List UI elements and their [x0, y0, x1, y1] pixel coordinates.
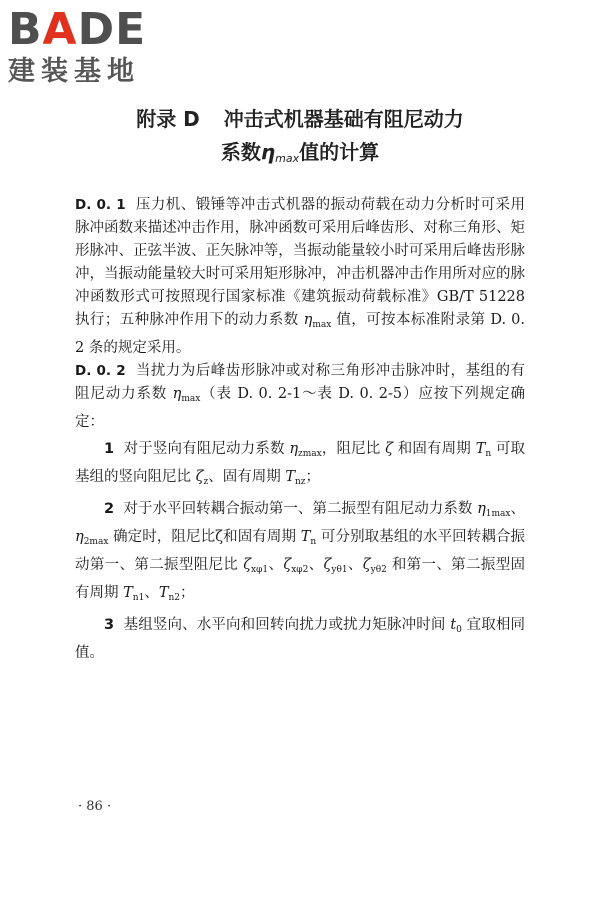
- logo-subtitle: 建装基地: [8, 56, 140, 87]
- separator: 、: [347, 557, 363, 573]
- zeta-symbol: ζ: [385, 441, 394, 457]
- title-text-b: 值的计算: [299, 140, 380, 164]
- eta-symbol: η: [477, 501, 486, 517]
- clause-d01-number: D. 0. 1: [75, 197, 126, 213]
- item-number: 3: [104, 617, 115, 633]
- separator: 、: [308, 557, 324, 573]
- zeta-subscript: xφ2: [291, 565, 309, 575]
- zeta-subscript: yθ2: [370, 565, 387, 575]
- item1-text-f: ；: [305, 469, 321, 485]
- item2-text-a: 对于水平回转耦合振动第一、第二振型有阻尼动力系数: [123, 501, 478, 517]
- eta-subscript: max: [181, 394, 201, 404]
- item-number: 1: [104, 441, 115, 457]
- logo-letter-b: B: [8, 4, 43, 55]
- item1-text-a: 对于竖向有阻尼动力系数: [123, 441, 290, 457]
- appendix-title-text: 冲击式机器基础有阻尼动力: [223, 107, 464, 131]
- period-subscript: n: [310, 537, 317, 547]
- eta-subscript: 1max: [485, 509, 511, 519]
- zeta-symbol: ζ: [195, 469, 204, 485]
- period-symbol: T: [475, 441, 486, 457]
- logo-wordmark: [8, 6, 178, 54]
- period-symbol: T: [158, 585, 169, 601]
- clause-d02-text-a: 当扰力为后峰齿形脉冲或对称三角形冲击脉冲时，基组的有阻尼动力系数: [75, 363, 526, 402]
- period-subscript: n1: [132, 593, 145, 603]
- period-symbol: T: [285, 469, 295, 485]
- appendix-title-line2: [0, 136, 600, 165]
- document-body: [75, 194, 525, 665]
- clause-d02-item-2: [75, 498, 525, 610]
- eta-subscript: 2max: [83, 537, 109, 547]
- eta-symbol: η: [75, 529, 84, 545]
- title-eta-subscript: max: [275, 152, 300, 165]
- separator: 、: [268, 557, 284, 573]
- eta-symbol: η: [303, 312, 313, 328]
- period-subscript: n2: [168, 593, 181, 603]
- zeta-subscript: xφ1: [251, 565, 269, 575]
- period-subscript: nz: [295, 477, 306, 487]
- clause-d01-text-b: 值，可按本标准附录第 D. 0. 2 条的规定采用。: [75, 312, 525, 356]
- eta-subscript: max: [312, 320, 332, 330]
- item1-text-c: 和固有周期: [393, 441, 476, 457]
- eta-subscript: zmax: [298, 449, 322, 459]
- item3-text-a: 基组竖向、水平向和回转向扰力或扰力矩脉冲时间: [123, 617, 451, 633]
- item2-text-b: 确定时，阻尼比ζ和固有周期: [108, 529, 301, 545]
- clause-d02-item-1: [75, 438, 525, 494]
- zeta-symbol: ζ: [362, 557, 371, 573]
- item-number: 2: [104, 501, 115, 517]
- item2-text-c: 可分别取基组的水平回转耦合振动第一、第二振型阻尼比: [75, 529, 526, 573]
- zeta-symbol: ζ: [243, 557, 252, 573]
- page-number: · 86 ·: [78, 799, 112, 814]
- logo-letter-a: A: [42, 4, 78, 55]
- separator: 、: [144, 585, 159, 601]
- period-symbol: T: [123, 585, 133, 601]
- item1-text-b: ，阻尼比: [321, 441, 386, 457]
- item2-text-d: 和第一、第二振型固有周期: [75, 557, 526, 601]
- time-subscript: 0: [456, 625, 462, 635]
- separator: 、: [510, 501, 526, 517]
- appendix-label: 附录 D: [136, 107, 200, 131]
- zeta-subscript: yθ1: [331, 565, 348, 575]
- clause-d01: [75, 194, 525, 360]
- item1-text-e: 、固有周期: [208, 469, 286, 485]
- logo-letters-de: DE: [77, 4, 147, 55]
- zeta-symbol: ζ: [283, 557, 292, 573]
- zeta-subscript: z: [203, 477, 209, 487]
- item1-text-d: 可取基组的竖向阻尼比: [75, 441, 526, 485]
- clause-d02: [75, 360, 525, 434]
- clause-d02-number: D. 0. 2: [75, 363, 126, 379]
- period-subscript: n: [485, 449, 492, 459]
- title-eta-symbol: η: [260, 140, 276, 164]
- eta-symbol: η: [172, 386, 182, 402]
- appendix-title-line1: [0, 103, 600, 132]
- eta-symbol: η: [289, 441, 299, 457]
- clause-d02-text-b: （表 D. 0. 2-1～表 D. 0. 2-5）应按下列规定确定：: [75, 386, 525, 430]
- title-text-a: 系数: [220, 140, 261, 164]
- clause-d01-text-a: 压力机、锻锤等冲击式机器的振动荷载在动力分析时可采用脉冲函数来描述冲击作用，脉冲函数可采用后峰齿形、对称三角形、矩形脉冲、正弦半波、正矢脉冲等，当振动能量较小时可采用后峰齿形脉冲，当振动能量较大时可采用矩形脉冲，冲击机器冲击作用所对应的脉冲函数形式可按照现行国家标准《建筑振动荷载标准》GB/T 51228 执行；五种脉冲作用下的动力系数: [75, 197, 526, 328]
- period-symbol: T: [300, 529, 311, 545]
- zeta-symbol: ζ: [323, 557, 332, 573]
- time-symbol: t: [450, 617, 457, 633]
- bade-logo: [8, 6, 178, 90]
- clause-d02-item-3: [75, 614, 525, 665]
- item2-text-e: ；: [180, 585, 195, 601]
- item3-text-b: 宜取相同值。: [75, 617, 526, 661]
